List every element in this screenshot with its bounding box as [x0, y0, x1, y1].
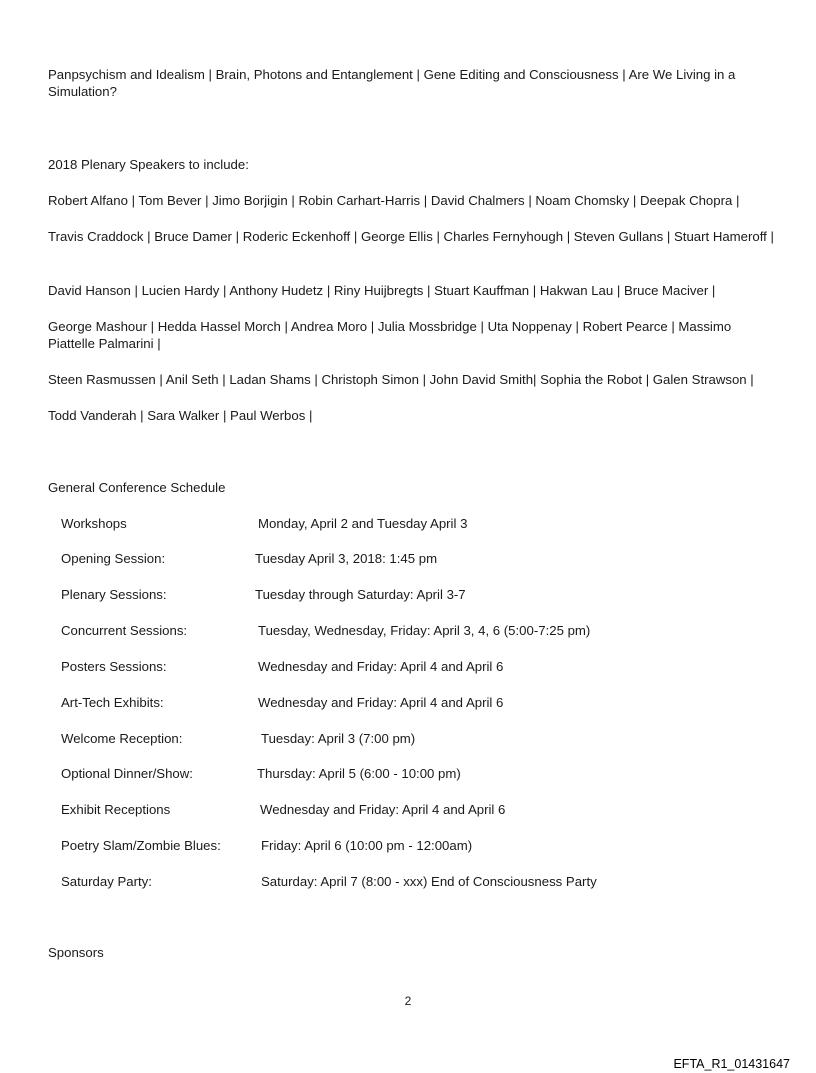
document-id: EFTA_R1_01431647 [673, 1057, 790, 1071]
schedule-value: Tuesday, Wednesday, Friday: April 3, 4, 6 (5:00-7:25 pm) [258, 623, 591, 638]
schedule-row [61, 658, 761, 675]
speaker-line: Travis Craddock | Bruce Damer | Roderic Eckenhoff | George Ellis | Charles Fernyhough | Steven Gullans | Stuart Hameroff | [48, 229, 774, 244]
schedule-row [61, 550, 761, 567]
schedule-label: Plenary Sessions: [61, 587, 167, 602]
schedule-label: Art-Tech Exhibits: [61, 695, 164, 710]
schedule-row [61, 586, 761, 603]
schedule-value: Tuesday through Saturday: April 3-7 [255, 587, 466, 602]
speaker-line: Robert Alfano | Tom Bever | Jimo Borjigin | Robin Carhart-Harris | David Chalmers | Noam Chomsky | Deepak Chopra | [48, 193, 740, 208]
schedule-value: Friday: April 6 (10:00 pm - 12:00am) [261, 838, 473, 853]
speaker-line: George Mashour | Hedda Hassel Morch | Andrea Moro | Julia Mossbridge | Uta Noppenay | Robert Pearce | Massimo Piattelle Palmarini | [48, 319, 732, 351]
schedule-value: Saturday: April 7 (8:00 - xxx) End of Consciousness Party [261, 874, 597, 889]
schedule-label: Opening Session: [61, 551, 166, 566]
sponsors-heading: Sponsors [48, 945, 104, 960]
schedule-value: Tuesday April 3, 2018: 1:45 pm [255, 551, 438, 566]
schedule-label: Saturday Party: [61, 874, 152, 889]
speakers-heading: 2018 Plenary Speakers to include: [48, 157, 249, 172]
speaker-line: Todd Vanderah | Sara Walker | Paul Werbos | [48, 408, 313, 423]
page-number: 2 [404, 994, 412, 1008]
schedule-label: Welcome Reception: [61, 731, 183, 746]
schedule-heading: General Conference Schedule [48, 480, 226, 495]
schedule-row [61, 694, 761, 711]
schedule-row [61, 515, 761, 532]
schedule-label: Exhibit Receptions [61, 802, 171, 817]
schedule-value: Wednesday and Friday: April 4 and April 6 [258, 695, 504, 710]
speaker-line: David Hanson | Lucien Hardy | Anthony Hudetz | Riny Huijbregts | Stuart Kauffman | Hakwan Lau | Bruce Maciver | [48, 283, 716, 298]
schedule-value: Monday, April 2 and Tuesday April 3 [258, 516, 468, 531]
schedule-label: Poetry Slam/Zombie Blues: [61, 838, 221, 853]
schedule-label: Concurrent Sessions: [61, 623, 188, 638]
schedule-row [61, 622, 761, 639]
schedule-value: Wednesday and Friday: April 4 and April 6 [260, 802, 506, 817]
schedule-value: Thursday: April 5 (6:00 - 10:00 pm) [257, 766, 461, 781]
schedule-label: Workshops [61, 516, 127, 531]
schedule-row [61, 765, 761, 782]
schedule-row [61, 801, 761, 818]
speaker-line: Steen Rasmussen | Anil Seth | Ladan Shams | Christoph Simon | John David Smith| Sophia the Robot | Galen Strawson | [48, 372, 754, 387]
schedule-row [61, 873, 761, 890]
schedule-label: Optional Dinner/Show: [61, 766, 193, 781]
schedule-row [61, 837, 761, 854]
schedule-value: Wednesday and Friday: April 4 and April 6 [258, 659, 504, 674]
schedule-label: Posters Sessions: [61, 659, 167, 674]
schedule-row [61, 730, 761, 747]
schedule-value: Tuesday: April 3 (7:00 pm) [261, 731, 416, 746]
topics-line: Panpsychism and Idealism | Brain, Photons and Entanglement | Gene Editing and Consciousness | Are We Living in a Simulation? [48, 67, 736, 99]
